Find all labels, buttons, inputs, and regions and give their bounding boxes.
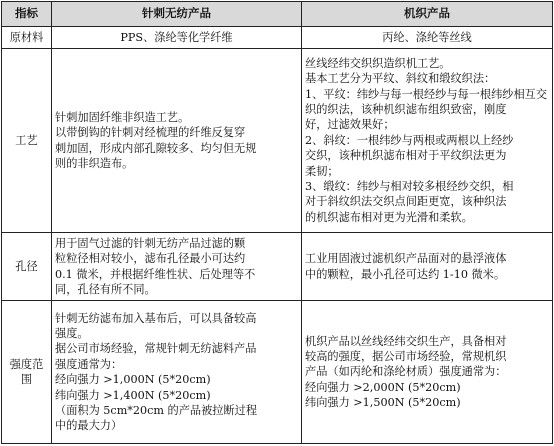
row-label-line: 强度范 (9, 357, 44, 371)
text-line: 3、缎纹：纬纱与相对较多根经纱交织，相 (305, 180, 514, 194)
text-line: 强度通常为： (55, 357, 123, 371)
text-line: 基本工艺分为平纹、斜纹和缎纹织法： (305, 72, 496, 86)
header-indicator: 指标 (2, 2, 52, 27)
text-line: 丝线经纬交织织造织机工艺。 (305, 56, 451, 70)
pore-woven-cell (302, 232, 553, 300)
row-label-pore-size: 孔径 (2, 232, 52, 300)
row-label-process: 工艺 (2, 49, 52, 233)
text-line: 中的颗粒，最小孔径可达约 1-10 微米。 (305, 267, 506, 281)
text-line: 经向强力 >1,000N (5*20cm) (55, 373, 211, 387)
header-row (2, 2, 553, 27)
text-line: 工业用固液过滤机织产品面对的悬浮液体 (305, 252, 507, 266)
text-line: 中的最大力） (55, 419, 123, 433)
text-line: 刺加固，形成内部孔隙较多、均匀但无规 (55, 141, 257, 155)
text-line: 较高的强度，据公司市场经验，常规机织 (305, 350, 507, 364)
text-line: 0.1 微米，并根据纤维性状、后处理等不 (55, 267, 256, 281)
row-label-line: 围 (20, 373, 33, 387)
text-line: 据公司市场经验，常规针刺无纺滤料产品 (55, 342, 257, 356)
row-label-strength (2, 301, 52, 444)
text-line: 针刺加固纤维非织造工艺。 (55, 110, 190, 124)
pore-needle-cell (52, 232, 302, 300)
text-line: 强度。 (55, 326, 89, 340)
row-strength (2, 301, 553, 444)
text-line: 织的织法，该种机织滤布组织致密，刚度 (305, 103, 507, 117)
material-needle-cell: PPS、涤纶等化学纤维 (52, 27, 302, 49)
text-line: 用于固气过滤的针刺无纺产品过滤的颗 (55, 236, 246, 250)
text-line: 的机织滤布相对更为光滑和柔软。 (305, 210, 473, 224)
row-pore-size (2, 232, 553, 300)
text-line: 纬向强力 >1,500N (5*20cm) (305, 396, 461, 410)
text-line: 交织，该种机织滤布相对于平纹织法更为 (305, 149, 507, 163)
row-label-material: 原材料 (2, 27, 52, 49)
text-line: 1、平纹：纬纱与每一根经纱与每一根纬纱相互交 (305, 87, 548, 101)
comparison-table (1, 1, 553, 444)
strength-woven-cell (302, 301, 553, 444)
text-line: 对于斜纹织法交织点间距更宽，该种织法 (305, 195, 507, 209)
row-process (2, 49, 553, 233)
text-line: 好，过滤效果好； (305, 118, 395, 132)
text-line: 2、斜纹：一根纬纱与两根或两根以上经纱 (305, 133, 514, 147)
material-woven-cell: 丙纶、涤纶等丝线 (302, 27, 553, 49)
row-material (2, 27, 553, 49)
text-line: 机织产品以丝线经纬交织生产，具备相对 (305, 334, 507, 348)
text-line: 则的非织造布。 (55, 156, 134, 170)
header-woven: 机织产品 (302, 2, 553, 27)
text-line: 同，孔径有所不同。 (55, 283, 156, 297)
text-line: 以带倒钩的针刺对经梳理的纤维反复穿 (55, 126, 246, 140)
text-line: 粒粒径相对较小，滤布孔径最小可达约 (55, 252, 246, 266)
header-needle-punched: 针刺无纺产品 (52, 2, 302, 27)
text-line: 柔韧； (305, 164, 339, 178)
text-line: （面积为 5cm*20cm 的产品被拉断过程 (55, 403, 258, 417)
process-woven-cell (302, 49, 553, 233)
text-line: 经向强力 >2,000N (5*20cm) (305, 380, 461, 394)
text-line: 产品（如丙纶和涤纶材质）强度通常为： (305, 365, 507, 379)
strength-needle-cell (52, 301, 302, 444)
text-line: 纬向强力 >1,400N (5*20cm) (55, 388, 211, 402)
process-needle-cell (52, 49, 302, 233)
text-line: 针刺无纺滤布加入基布后，可以具备较高 (55, 311, 257, 325)
